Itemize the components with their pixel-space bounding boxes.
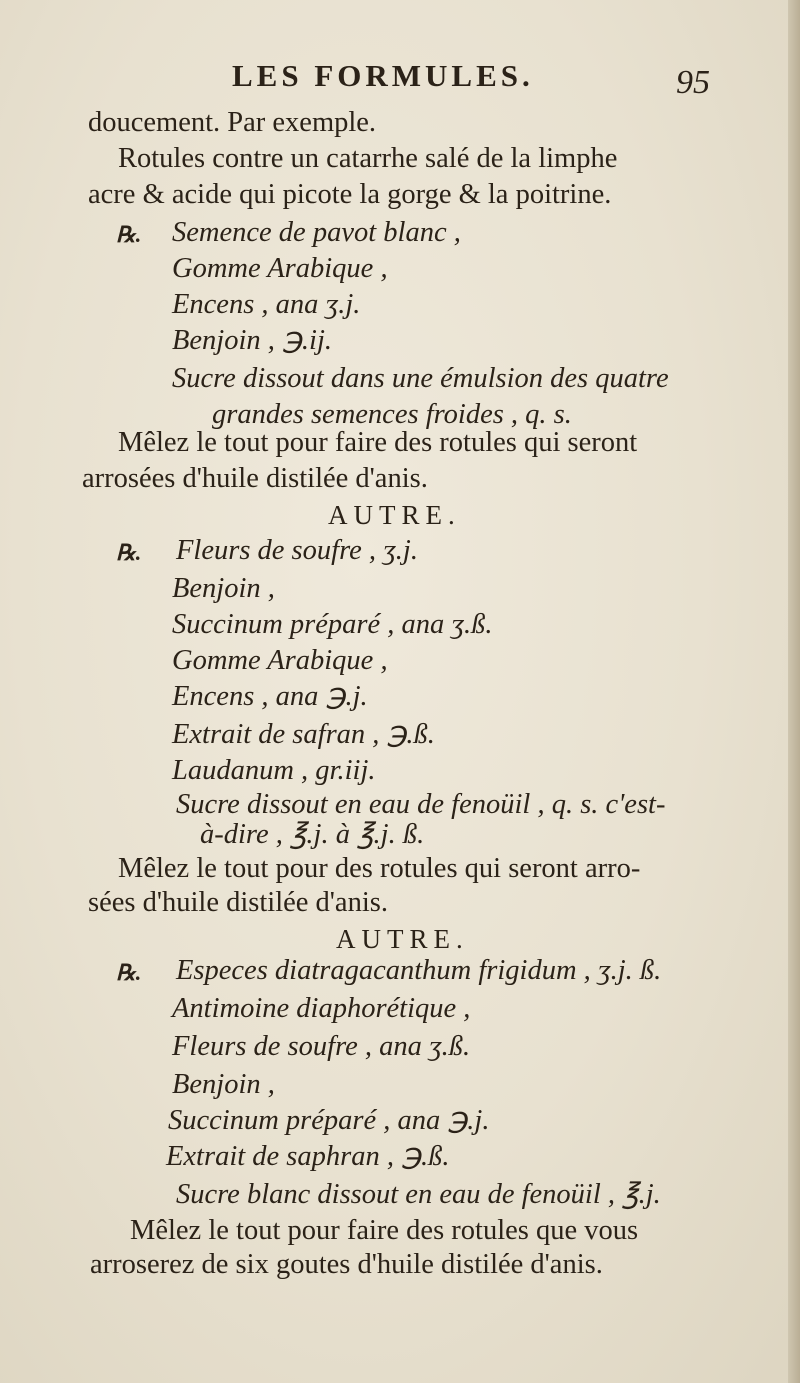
- text-line: Benjoin ,: [172, 1069, 275, 1100]
- text-line: Fleurs de soufre , ʒ.j.: [176, 535, 418, 566]
- text-line: Antimoine diaphorétique ,: [172, 993, 471, 1024]
- text-line: à-dire , ℥.j. à ℥.j. ß.: [200, 819, 425, 850]
- page-header: [0, 58, 800, 108]
- text-line: Gomme Arabique ,: [172, 645, 388, 676]
- text-line: sées d'huile distilée d'anis.: [88, 887, 388, 918]
- section-heading: AUTRE.: [328, 500, 461, 530]
- text-line: doucement. Par exemple.: [88, 107, 377, 138]
- text-line: Laudanum , gr.iij.: [172, 755, 376, 786]
- recipe-symbol: ℞.: [116, 960, 142, 985]
- page-number: 95: [676, 64, 710, 101]
- text-line: Encens , ana ℈.j.: [172, 681, 368, 712]
- text-line: arrosées d'huile distilée d'anis.: [82, 463, 428, 494]
- text-line: Fleurs de soufre , ana ʒ.ß.: [172, 1031, 471, 1062]
- text-line: Sucre blanc dissout en eau de fenoüil , ℥.j.: [176, 1179, 661, 1210]
- text-line: Benjoin ,: [172, 573, 275, 604]
- recipe-symbol: ℞.: [116, 540, 142, 565]
- text-line: Benjoin , ℈.ij.: [172, 325, 333, 356]
- text-line: arroserez de six goutes d'huile distilée d'anis.: [90, 1249, 603, 1280]
- text-line: Mêlez le tout pour des rotules qui seront arro-: [118, 853, 641, 884]
- text-line: Mêlez le tout pour faire des rotules que vous: [130, 1215, 639, 1246]
- text-line: grandes semences froides , q. s.: [212, 399, 572, 430]
- text-line: Succinum préparé , ana ʒ.ß.: [172, 609, 493, 640]
- running-title: LES FORMULES.: [232, 58, 534, 93]
- text-line: Gomme Arabique ,: [172, 253, 388, 284]
- text-line: Sucre dissout dans une émulsion des quatre: [172, 363, 669, 394]
- text-line: Extrait de safran , ℈.ß.: [172, 719, 435, 750]
- text-line: Sucre dissout en eau de fenoüil , q. s. c'est-: [176, 789, 666, 820]
- text-line: Rotules contre un catarrhe salé de la limphe: [118, 143, 618, 174]
- text-line: Mêlez le tout pour faire des rotules qui seront: [118, 427, 638, 458]
- text-line: Succinum préparé , ana ℈.j.: [168, 1105, 490, 1136]
- section-heading: AUTRE.: [336, 924, 469, 954]
- text-line: Especes diatragacanthum frigidum , ʒ.j. ß.: [176, 955, 662, 986]
- page-edge-shadow: [788, 0, 800, 1383]
- recipe-symbol: ℞.: [116, 222, 142, 247]
- text-line: acre & acide qui picote la gorge & la poitrine.: [88, 179, 612, 210]
- text-line: Encens , ana ʒ.j.: [172, 289, 361, 320]
- text-line: Semence de pavot blanc ,: [172, 217, 461, 248]
- text-line: Extrait de saphran , ℈.ß.: [166, 1141, 450, 1172]
